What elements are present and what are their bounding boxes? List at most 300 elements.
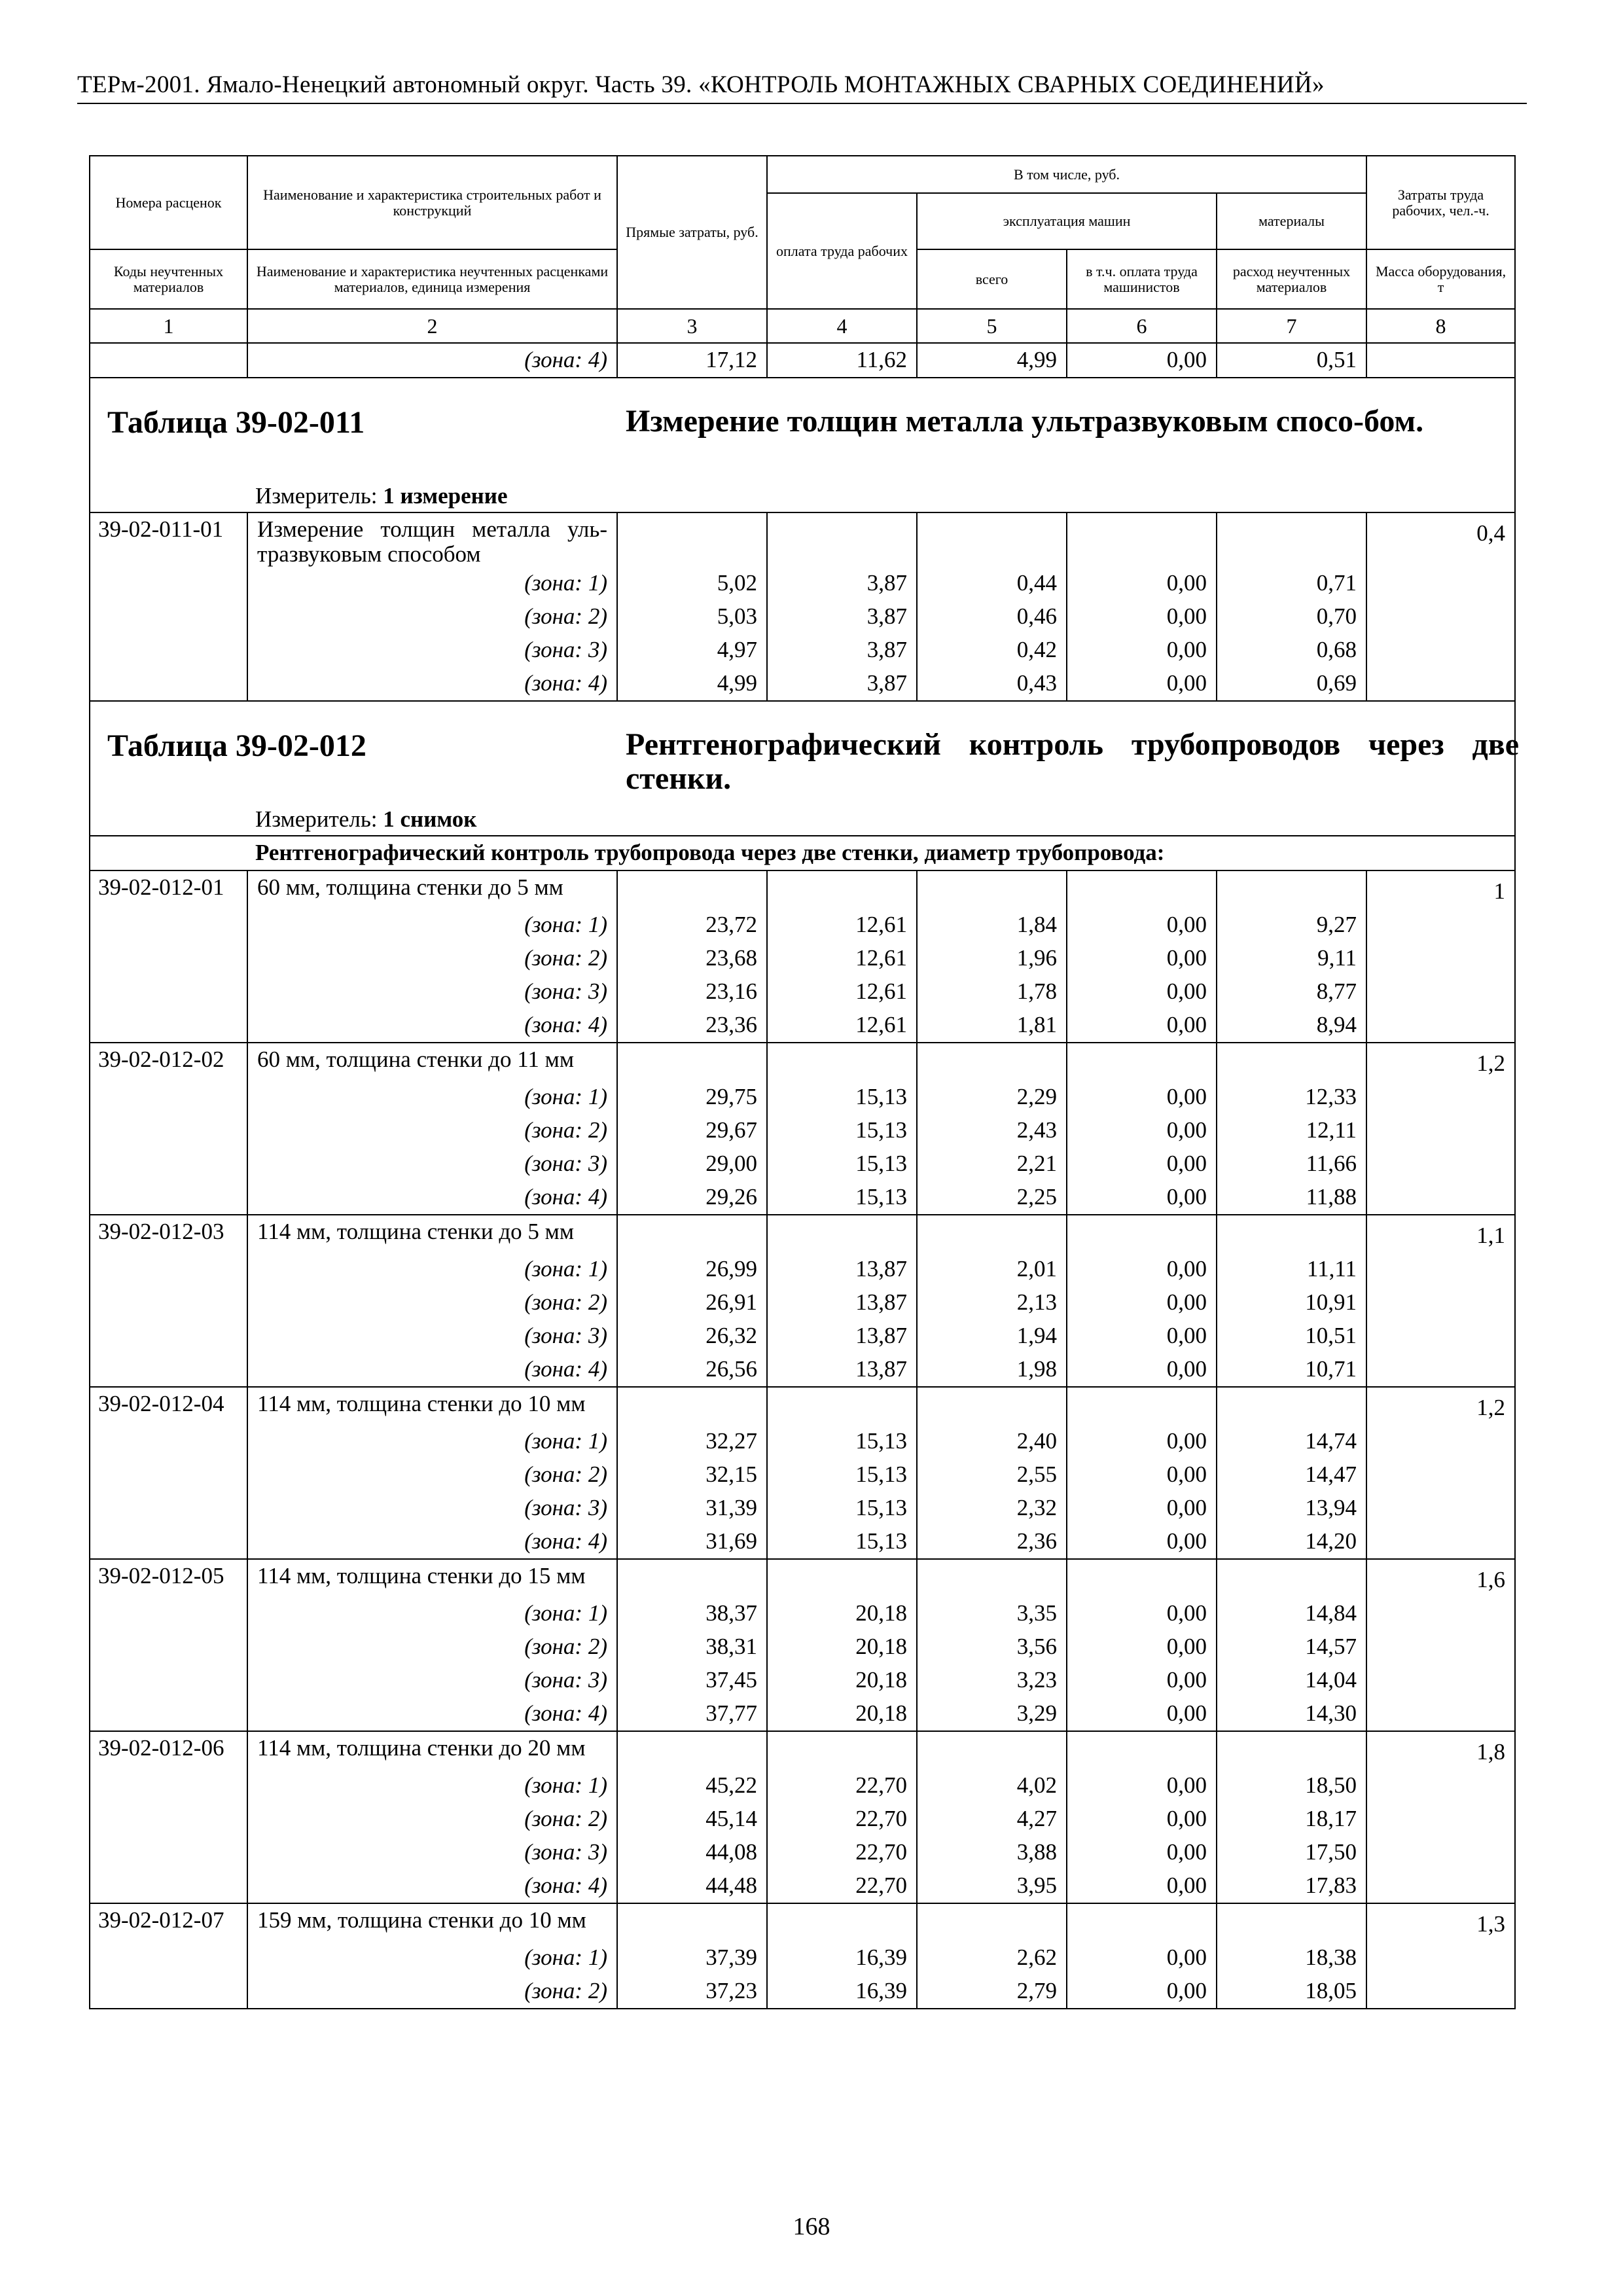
empty-cell xyxy=(917,1215,1067,1253)
machines-total: 0,43 xyxy=(917,667,1067,701)
zone-label: (зона: 1) xyxy=(247,1253,617,1286)
machines-total: 2,43 xyxy=(917,1114,1067,1147)
header-col1-top: Номера расценок xyxy=(90,156,247,249)
zone-label: (зона: 2) xyxy=(247,1975,617,2009)
code-cell xyxy=(90,634,247,667)
subheading-row xyxy=(90,836,1515,870)
rate-row xyxy=(90,1387,1515,1425)
code-cell xyxy=(90,908,247,942)
zone-label: (зона: 3) xyxy=(247,1319,617,1353)
direct-cost: 44,48 xyxy=(617,1869,767,1903)
rate-description: 60 мм, толщина стенки до 5 мм xyxy=(247,870,617,908)
labor-hours xyxy=(1366,1353,1515,1387)
table-heading xyxy=(90,701,1519,836)
materials-cost: 8,77 xyxy=(1217,975,1366,1009)
zone-row xyxy=(90,1114,1515,1147)
header-group: В том числе, руб. xyxy=(767,156,1366,193)
labor-pay: 15,13 xyxy=(767,1458,917,1492)
direct-cost: 4,97 xyxy=(617,634,767,667)
zone-row xyxy=(90,1286,1515,1319)
empty-cell xyxy=(617,1731,767,1769)
direct-cost: 29,26 xyxy=(617,1181,767,1215)
header-col2-bottom: Наименование и характеристика неучтенных расценками материалов, единица измерения xyxy=(247,249,617,309)
empty-cell xyxy=(1217,1559,1366,1597)
machinists-pay: 0,00 xyxy=(1067,1769,1217,1803)
materials-cost: 10,51 xyxy=(1217,1319,1366,1353)
code-cell xyxy=(90,1697,247,1731)
zone-label: (зона: 3) xyxy=(247,634,617,667)
machinists-pay: 0,00 xyxy=(1067,1630,1217,1664)
machinists-pay: 0,00 xyxy=(1067,1869,1217,1903)
machinists-pay: 0,00 xyxy=(1067,1253,1217,1286)
materials-cost: 11,66 xyxy=(1217,1147,1366,1181)
machines-total: 3,95 xyxy=(917,1869,1067,1903)
header-col5: всего xyxy=(917,249,1067,309)
zone-row xyxy=(90,1597,1515,1630)
labor-pay: 13,87 xyxy=(767,1319,917,1353)
machinists-pay: 0,00 xyxy=(1067,1353,1217,1387)
labor-pay: 11,62 xyxy=(767,343,917,378)
materials-cost: 17,50 xyxy=(1217,1836,1366,1869)
machinists-pay: 0,00 xyxy=(1067,1114,1217,1147)
labor-pay: 22,70 xyxy=(767,1803,917,1836)
direct-cost: 23,68 xyxy=(617,942,767,975)
labor-pay: 13,87 xyxy=(767,1253,917,1286)
labor-hours xyxy=(1366,1975,1515,2009)
machines-total: 2,21 xyxy=(917,1147,1067,1181)
zone-label: (зона: 3) xyxy=(247,1836,617,1869)
zone-row xyxy=(90,1081,1515,1114)
labor-hours xyxy=(1366,600,1515,634)
table-title: Измерение толщин металла ультразвуковым спосо-бом. xyxy=(626,404,1424,439)
labor-hours xyxy=(1366,634,1515,667)
rate-description: 114 мм, толщина стенки до 15 мм xyxy=(247,1559,617,1597)
empty-cell xyxy=(1067,1215,1217,1253)
empty-cell xyxy=(1067,1731,1217,1769)
rate-row xyxy=(90,1215,1515,1253)
empty-cell xyxy=(617,1215,767,1253)
materials-cost: 13,94 xyxy=(1217,1492,1366,1525)
zone-label: (зона: 1) xyxy=(247,1597,617,1630)
labor-hours xyxy=(1366,1869,1515,1903)
machinists-pay: 0,00 xyxy=(1067,1286,1217,1319)
labor-pay: 22,70 xyxy=(767,1836,917,1869)
labor-pay: 15,13 xyxy=(767,1147,917,1181)
machinists-pay: 0,00 xyxy=(1067,1458,1217,1492)
machinists-pay: 0,00 xyxy=(1067,634,1217,667)
table-title: Рентгенографический контроль трубопроводов через две стенки. xyxy=(626,727,1519,796)
direct-cost: 26,91 xyxy=(617,1286,767,1319)
machines-total: 2,40 xyxy=(917,1425,1067,1458)
zone-row xyxy=(90,1147,1515,1181)
labor-pay: 15,13 xyxy=(767,1525,917,1559)
column-number: 2 xyxy=(247,309,617,343)
header-col8-top: Затраты труда рабочих, чел.-ч. xyxy=(1366,156,1515,249)
table-id: Таблица 39-02-011 xyxy=(107,405,365,440)
table-heading xyxy=(90,378,1515,512)
materials-cost: 10,91 xyxy=(1217,1286,1366,1319)
labor-hours xyxy=(1366,975,1515,1009)
labor-hours: 0,4 xyxy=(1366,512,1515,567)
labor-hours xyxy=(1366,1253,1515,1286)
labor-pay: 3,87 xyxy=(767,634,917,667)
empty-cell xyxy=(1217,1731,1366,1769)
rate-row xyxy=(90,512,1515,567)
zone-label: (зона: 2) xyxy=(247,1458,617,1492)
machinists-pay: 0,00 xyxy=(1067,1941,1217,1975)
empty-cell xyxy=(767,512,917,567)
machinists-pay: 0,00 xyxy=(1067,1147,1217,1181)
empty-cell xyxy=(767,1387,917,1425)
labor-hours xyxy=(1366,1286,1515,1319)
empty-cell xyxy=(1067,512,1217,567)
header-col3: Прямые затраты, руб. xyxy=(617,156,767,309)
labor-pay: 22,70 xyxy=(767,1769,917,1803)
zone-row xyxy=(90,1425,1515,1458)
materials-cost: 0,51 xyxy=(1217,343,1366,378)
empty-cell xyxy=(1217,1215,1366,1253)
code-cell xyxy=(90,1425,247,1458)
rate-description: 114 мм, толщина стенки до 20 мм xyxy=(247,1731,617,1769)
labor-pay: 15,13 xyxy=(767,1181,917,1215)
machinists-pay: 0,00 xyxy=(1067,1664,1217,1697)
machines-total: 3,35 xyxy=(917,1597,1067,1630)
direct-cost: 45,14 xyxy=(617,1803,767,1836)
table-heading-inner xyxy=(90,702,1519,835)
column-number: 5 xyxy=(917,309,1067,343)
labor-pay: 3,87 xyxy=(767,567,917,600)
direct-cost: 29,67 xyxy=(617,1114,767,1147)
zone-label: (зона: 4) xyxy=(247,1353,617,1387)
materials-cost: 0,69 xyxy=(1217,667,1366,701)
zone-label: (зона: 1) xyxy=(247,1941,617,1975)
rate-row xyxy=(90,1043,1515,1081)
direct-cost: 45,22 xyxy=(617,1769,767,1803)
direct-cost: 38,37 xyxy=(617,1597,767,1630)
direct-cost: 5,03 xyxy=(617,600,767,634)
empty-cell xyxy=(1067,1559,1217,1597)
zone-label: (зона: 2) xyxy=(247,1114,617,1147)
rate-description: 114 мм, толщина стенки до 5 мм xyxy=(247,1215,617,1253)
materials-cost: 14,47 xyxy=(1217,1458,1366,1492)
code-cell xyxy=(90,1081,247,1114)
zone-label: (зона: 2) xyxy=(247,1286,617,1319)
empty-cell xyxy=(917,870,1067,908)
materials-cost: 8,94 xyxy=(1217,1009,1366,1043)
empty-cell xyxy=(767,1731,917,1769)
column-number: 6 xyxy=(1067,309,1217,343)
code-cell xyxy=(90,1525,247,1559)
materials-cost: 11,88 xyxy=(1217,1181,1366,1215)
empty-cell xyxy=(917,1903,1067,1941)
empty-cell xyxy=(917,1559,1067,1597)
zone-label: (зона: 1) xyxy=(247,1425,617,1458)
code-cell xyxy=(90,1941,247,1975)
zone-label: (зона: 3) xyxy=(247,1147,617,1181)
running-header: ТЕРм-2001. Ямало-Ненецкий автономный округ. Часть 39. «КОНТРОЛЬ МОНТАЖНЫХ СВАРНЫХ СОЕДИНЕНИЙ» xyxy=(77,71,1527,104)
labor-pay: 20,18 xyxy=(767,1630,917,1664)
header-machines: эксплуатация машин xyxy=(917,193,1217,249)
column-number: 4 xyxy=(767,309,917,343)
direct-cost: 37,45 xyxy=(617,1664,767,1697)
labor-pay: 13,87 xyxy=(767,1286,917,1319)
machines-total: 1,94 xyxy=(917,1319,1067,1353)
direct-cost: 31,69 xyxy=(617,1525,767,1559)
column-number: 7 xyxy=(1217,309,1366,343)
materials-cost: 12,33 xyxy=(1217,1081,1366,1114)
labor-hours xyxy=(1366,1458,1515,1492)
rate-description: 159 мм, толщина стенки до 10 мм xyxy=(247,1903,617,1941)
rate-description: 114 мм, толщина стенки до 10 мм xyxy=(247,1387,617,1425)
zone-row xyxy=(90,1009,1515,1043)
machinists-pay: 0,00 xyxy=(1067,1009,1217,1043)
direct-cost: 31,39 xyxy=(617,1492,767,1525)
code-cell xyxy=(90,1353,247,1387)
machines-total: 1,96 xyxy=(917,942,1067,975)
zone-row xyxy=(90,1975,1515,2009)
empty-cell xyxy=(617,1903,767,1941)
machines-total: 1,84 xyxy=(917,908,1067,942)
zone-row xyxy=(90,1458,1515,1492)
code-cell xyxy=(90,1147,247,1181)
rate-row xyxy=(90,870,1515,908)
rate-code: 39-02-012-07 xyxy=(90,1903,247,1941)
machines-total: 4,99 xyxy=(917,343,1067,378)
direct-cost: 23,16 xyxy=(617,975,767,1009)
direct-cost: 37,39 xyxy=(617,1941,767,1975)
machines-total: 0,42 xyxy=(917,634,1067,667)
direct-cost: 38,31 xyxy=(617,1630,767,1664)
direct-cost: 26,99 xyxy=(617,1253,767,1286)
header-col2-top: Наименование и характеристика строительных работ и конструкций xyxy=(247,156,617,249)
code-cell xyxy=(90,567,247,600)
machines-total: 2,62 xyxy=(917,1941,1067,1975)
header-col4: оплата труда рабочих xyxy=(767,193,917,309)
table-meter xyxy=(255,483,508,509)
zone-row xyxy=(90,1492,1515,1525)
labor-hours: 1,1 xyxy=(1366,1215,1515,1253)
labor-hours xyxy=(1366,343,1515,378)
machinists-pay: 0,00 xyxy=(1067,667,1217,701)
machines-total: 1,81 xyxy=(917,1009,1067,1043)
code-cell xyxy=(90,1630,247,1664)
direct-cost: 29,00 xyxy=(617,1147,767,1181)
materials-cost: 18,17 xyxy=(1217,1803,1366,1836)
zone-label: (зона: 4) xyxy=(247,1869,617,1903)
machinists-pay: 0,00 xyxy=(1067,1803,1217,1836)
carry-over-row xyxy=(90,343,1515,378)
machinists-pay: 0,00 xyxy=(1067,1525,1217,1559)
direct-cost: 32,15 xyxy=(617,1458,767,1492)
zone-label: (зона: 1) xyxy=(247,567,617,600)
labor-pay: 3,87 xyxy=(767,667,917,701)
machinists-pay: 0,00 xyxy=(1067,942,1217,975)
code-cell xyxy=(90,1492,247,1525)
zone-label: (зона: 3) xyxy=(247,1492,617,1525)
direct-cost: 17,12 xyxy=(617,343,767,378)
labor-hours: 1,6 xyxy=(1366,1559,1515,1597)
direct-cost: 37,77 xyxy=(617,1697,767,1731)
table-id: Таблица 39-02-012 xyxy=(107,728,366,763)
zone-label: (зона: 2) xyxy=(247,942,617,975)
materials-cost: 14,57 xyxy=(1217,1630,1366,1664)
machinists-pay: 0,00 xyxy=(1067,1319,1217,1353)
direct-cost: 32,27 xyxy=(617,1425,767,1458)
labor-pay: 16,39 xyxy=(767,1975,917,2009)
materials-cost: 0,68 xyxy=(1217,634,1366,667)
empty-cell xyxy=(617,512,767,567)
machines-total: 2,32 xyxy=(917,1492,1067,1525)
zone-row xyxy=(90,1353,1515,1387)
labor-hours: 1,8 xyxy=(1366,1731,1515,1769)
machinists-pay: 0,00 xyxy=(1067,1181,1217,1215)
machinists-pay: 0,00 xyxy=(1067,1492,1217,1525)
labor-hours: 1,3 xyxy=(1366,1903,1515,1941)
code-cell xyxy=(90,1869,247,1903)
column-number: 3 xyxy=(617,309,767,343)
empty-cell xyxy=(1067,1387,1217,1425)
code-cell xyxy=(90,1769,247,1803)
materials-cost: 0,71 xyxy=(1217,567,1366,600)
direct-cost: 26,32 xyxy=(617,1319,767,1353)
machinists-pay: 0,00 xyxy=(1067,567,1217,600)
zone-label: (зона: 4) xyxy=(247,1009,617,1043)
machines-total: 2,55 xyxy=(917,1458,1067,1492)
zone-row xyxy=(90,1253,1515,1286)
header-col1-bottom: Коды неучтенных материалов xyxy=(90,249,247,309)
table-heading-inner xyxy=(90,378,1514,512)
zone-label: (зона: 2) xyxy=(247,1803,617,1836)
direct-cost: 26,56 xyxy=(617,1353,767,1387)
zone-label: (зона: 4) xyxy=(247,1181,617,1215)
empty-cell xyxy=(617,870,767,908)
rate-code: 39-02-012-04 xyxy=(90,1387,247,1425)
machinists-pay: 0,00 xyxy=(1067,1697,1217,1731)
code-cell xyxy=(90,1009,247,1043)
machines-total: 2,79 xyxy=(917,1975,1067,2009)
machines-total: 2,25 xyxy=(917,1181,1067,1215)
labor-hours xyxy=(1366,1114,1515,1147)
labor-hours xyxy=(1366,1425,1515,1458)
direct-cost: 29,75 xyxy=(617,1081,767,1114)
materials-cost: 10,71 xyxy=(1217,1353,1366,1387)
labor-hours: 1,2 xyxy=(1366,1043,1515,1081)
code-cell xyxy=(90,667,247,701)
labor-hours xyxy=(1366,667,1515,701)
machinists-pay: 0,00 xyxy=(1067,1425,1217,1458)
rate-code: 39-02-012-06 xyxy=(90,1731,247,1769)
machines-total: 1,78 xyxy=(917,975,1067,1009)
zone-label: (зона: 3) xyxy=(247,1664,617,1697)
zone-row xyxy=(90,908,1515,942)
code-cell xyxy=(90,1286,247,1319)
labor-pay: 22,70 xyxy=(767,1869,917,1903)
direct-cost: 37,23 xyxy=(617,1975,767,2009)
labor-hours xyxy=(1366,1836,1515,1869)
empty-cell xyxy=(1217,1387,1366,1425)
labor-hours xyxy=(1366,1319,1515,1353)
machinists-pay: 0,00 xyxy=(1067,600,1217,634)
machines-total: 2,36 xyxy=(917,1525,1067,1559)
labor-hours xyxy=(1366,1009,1515,1043)
labor-hours xyxy=(1366,1147,1515,1181)
meter-label: Измеритель: xyxy=(255,483,378,509)
empty-cell xyxy=(1067,870,1217,908)
labor-hours xyxy=(1366,1597,1515,1630)
machinists-pay: 0,00 xyxy=(1067,1836,1217,1869)
empty-cell xyxy=(1217,1043,1366,1081)
empty-cell xyxy=(917,1043,1067,1081)
direct-cost: 44,08 xyxy=(617,1836,767,1869)
zone-label: (зона: 2) xyxy=(247,600,617,634)
zone-label: (зона: 4) xyxy=(247,667,617,701)
materials-cost: 17,83 xyxy=(1217,1869,1366,1903)
materials-cost: 18,05 xyxy=(1217,1975,1366,2009)
code-cell xyxy=(90,942,247,975)
rate-code: 39-02-011-01 xyxy=(90,512,247,567)
machines-total: 3,56 xyxy=(917,1630,1067,1664)
code-cell xyxy=(90,1803,247,1836)
materials-cost: 14,20 xyxy=(1217,1525,1366,1559)
empty-cell xyxy=(767,1043,917,1081)
empty-cell xyxy=(617,1043,767,1081)
labor-pay: 15,13 xyxy=(767,1114,917,1147)
column-numbers-row xyxy=(90,309,1515,343)
labor-hours xyxy=(1366,908,1515,942)
header-col6: в т.ч. оплата труда машинистов xyxy=(1067,249,1217,309)
materials-cost: 18,50 xyxy=(1217,1769,1366,1803)
direct-cost: 23,72 xyxy=(617,908,767,942)
materials-cost: 14,04 xyxy=(1217,1664,1366,1697)
machines-total: 2,01 xyxy=(917,1253,1067,1286)
rate-description: 60 мм, толщина стенки до 11 мм xyxy=(247,1043,617,1081)
machines-total: 1,98 xyxy=(917,1353,1067,1387)
machines-total: 0,44 xyxy=(917,567,1067,600)
labor-pay: 12,61 xyxy=(767,1009,917,1043)
zone-row xyxy=(90,1525,1515,1559)
rate-code: 39-02-012-03 xyxy=(90,1215,247,1253)
table-heading-row xyxy=(90,701,1515,836)
rate-row xyxy=(90,1731,1515,1769)
empty-cell xyxy=(617,1387,767,1425)
empty-cell xyxy=(767,1559,917,1597)
rate-code: 39-02-012-01 xyxy=(90,870,247,908)
zone-row xyxy=(90,667,1515,701)
rate-row xyxy=(90,1903,1515,1941)
zone-row xyxy=(90,1803,1515,1836)
zone-label: (зона: 1) xyxy=(247,908,617,942)
code-cell xyxy=(90,600,247,634)
materials-cost: 11,11 xyxy=(1217,1253,1366,1286)
empty-cell xyxy=(767,1215,917,1253)
machinists-pay: 0,00 xyxy=(1067,343,1217,378)
header-materials: материалы xyxy=(1217,193,1366,249)
labor-pay: 16,39 xyxy=(767,1941,917,1975)
labor-hours xyxy=(1366,1525,1515,1559)
labor-hours xyxy=(1366,1664,1515,1697)
labor-hours xyxy=(1366,1081,1515,1114)
zone-row xyxy=(90,1319,1515,1353)
code-cell xyxy=(90,975,247,1009)
labor-hours: 1,2 xyxy=(1366,1387,1515,1425)
zone-row xyxy=(90,1836,1515,1869)
machines-total: 3,29 xyxy=(917,1697,1067,1731)
materials-cost: 12,11 xyxy=(1217,1114,1366,1147)
labor-hours xyxy=(1366,942,1515,975)
zone-label: (зона: 1) xyxy=(247,1081,617,1114)
machines-total: 4,27 xyxy=(917,1803,1067,1836)
zone-row xyxy=(90,975,1515,1009)
